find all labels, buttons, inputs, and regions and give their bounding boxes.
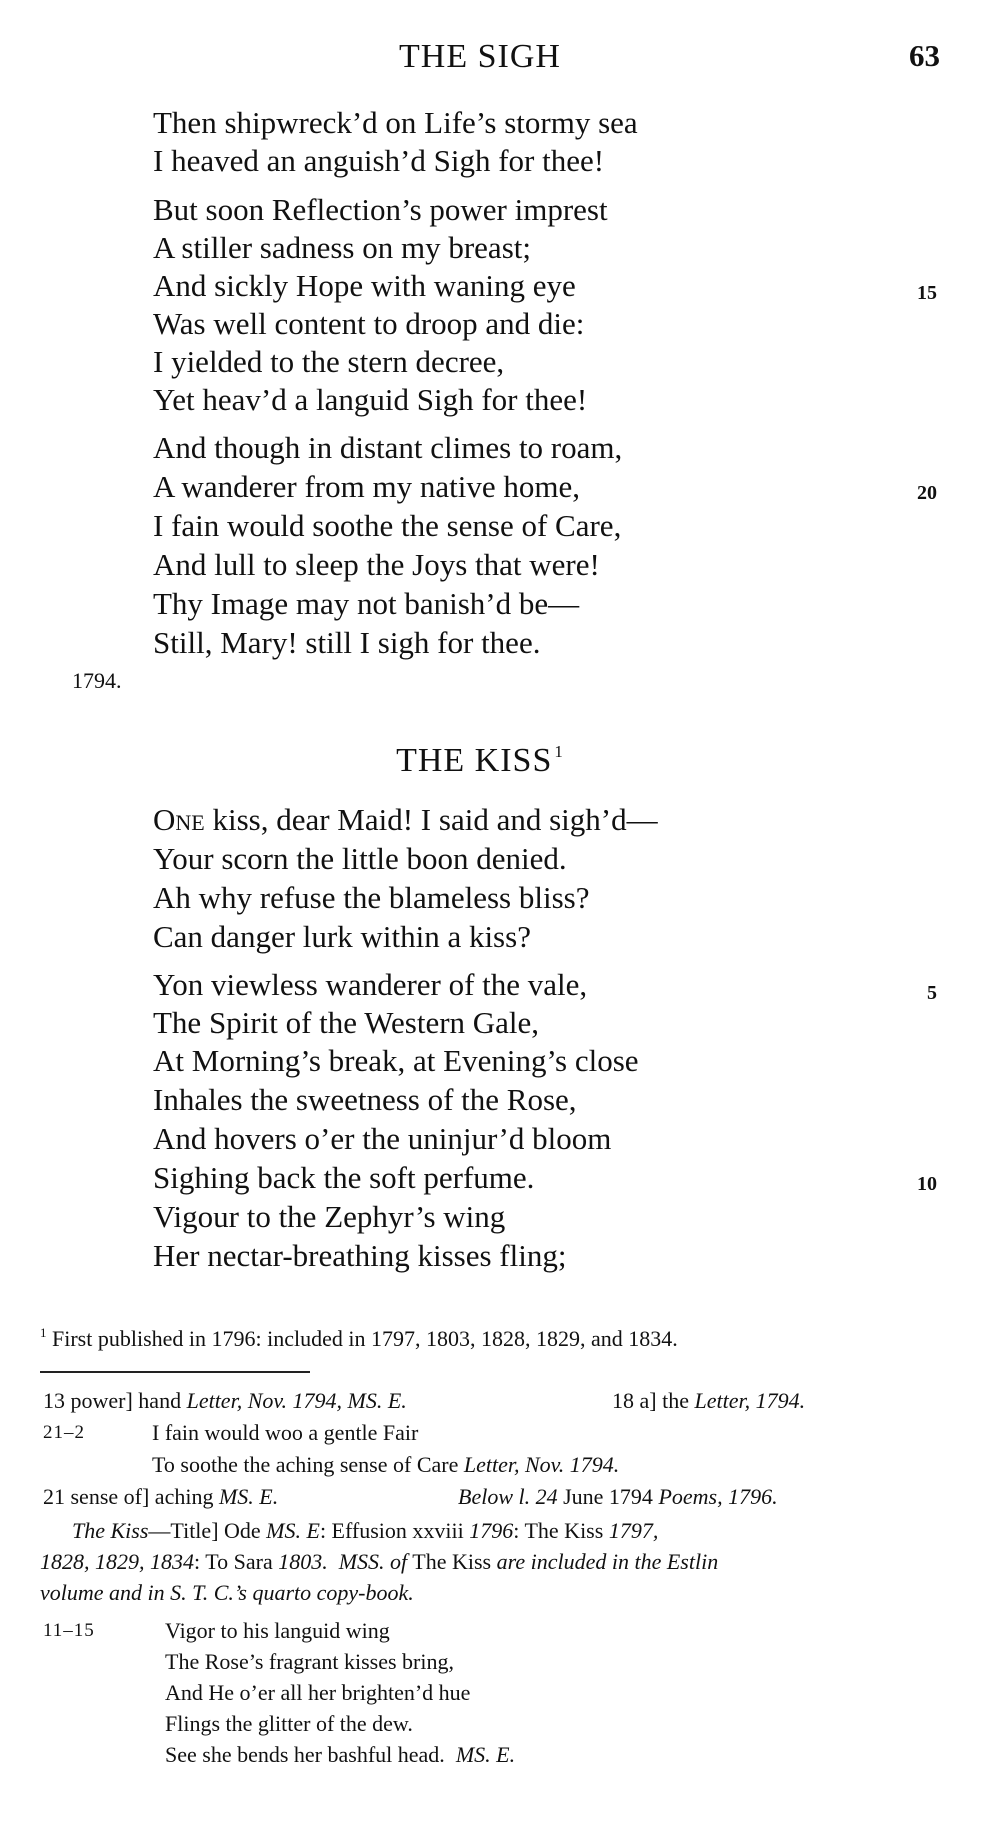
note-text: To soothe the aching sense of Care: [152, 1452, 459, 1477]
note-ref-11-15: 11–15: [43, 1620, 95, 1641]
note-title-line-1: [72, 1516, 658, 1546]
verse-line: Then shipwreck’d on Life’s stormy sea: [153, 105, 638, 140]
poem-title: [0, 742, 960, 780]
verse-line: Still, Mary! still I sigh for thee.: [153, 625, 541, 660]
verse-line: At Morning’s break, at Evening’s close: [153, 1043, 639, 1078]
note-below-24: [458, 1482, 778, 1512]
note-11-15-line: [165, 1740, 515, 1770]
page-number: 63: [909, 38, 940, 73]
note-part: : Effusion xxviii: [319, 1518, 464, 1543]
verse-line-rest: kiss, dear Maid! I said and sigh’d—: [204, 802, 658, 837]
footnote-divider: [40, 1371, 310, 1373]
verse-line: The Spirit of the Western Gale,: [153, 1005, 540, 1040]
note-11-15-line: Vigor to his languid wing: [165, 1618, 390, 1643]
verse-line: Ah why refuse the blameless bliss?: [153, 880, 590, 915]
note-part: 1796: [469, 1518, 514, 1543]
note-18: [612, 1386, 805, 1416]
note-part: : To Sara: [194, 1549, 273, 1574]
verse-line: I heaved an anguish’d Sigh for thee!: [153, 143, 605, 178]
note-title-line-3: volume and in S. T. C.’s quarto copy-book.: [40, 1580, 414, 1605]
note-part: The Kiss: [72, 1518, 149, 1543]
footnote: [40, 1318, 678, 1354]
note-ref-21-2: 21–2: [43, 1422, 85, 1443]
line-number: 10: [917, 1173, 937, 1195]
note-21: [43, 1482, 278, 1512]
note-ref: 21 sense of] aching: [43, 1484, 214, 1509]
note-ref: Below l. 24: [458, 1484, 558, 1509]
note-source: MS. E.: [218, 1484, 279, 1509]
running-title: THE SIGH: [399, 38, 561, 75]
verse-line: I fain would soothe the sense of Care,: [153, 508, 622, 543]
verse-line: Sighing back the soft perfume.: [153, 1160, 535, 1195]
verse-line: Her nectar-breathing kisses fling;: [153, 1238, 567, 1273]
note-source: Letter, 1794.: [694, 1388, 806, 1413]
note-11-15-line: The Rose’s fragrant kisses bring,: [165, 1649, 454, 1674]
poem-date: 1794.: [72, 668, 122, 693]
note-11-15-line: And He o’er all her brighten’d hue: [165, 1680, 471, 1705]
verse-line: And though in distant climes to roam,: [153, 430, 623, 465]
note-13: [43, 1386, 407, 1416]
note-part: 1803.: [278, 1549, 328, 1574]
initial-word: One: [153, 802, 205, 837]
note-text: June 1794: [563, 1484, 653, 1509]
note-title-line-2: [40, 1547, 718, 1577]
verse-line: Was well content to droop and die:: [153, 306, 585, 341]
footnote-mark: 1: [40, 1325, 47, 1340]
verse-line: Vigour to the Zephyr’s wing: [153, 1199, 506, 1234]
note-source: Letter, Nov. 1794, MS. E.: [186, 1388, 407, 1413]
note-text: See she bends her bashful head.: [165, 1742, 445, 1767]
verse-line: Thy Image may not banish’d be—: [153, 586, 580, 621]
footnote-marker: 1: [554, 742, 564, 761]
verse-line: But soon Reflection’s power imprest: [153, 192, 608, 227]
note-21-2-line: [152, 1450, 619, 1480]
note-part: are included in the Estlin: [496, 1549, 719, 1574]
verse-line: And hovers o’er the uninjur’d bloom: [153, 1121, 612, 1156]
note-part: 1828, 1829, 1834: [40, 1549, 194, 1574]
note-part: : The Kiss: [513, 1518, 604, 1543]
verse-line: Inhales the sweetness of the Rose,: [153, 1082, 577, 1117]
note-part: MSS. of: [338, 1549, 408, 1574]
verse-line: A wanderer from my native home,: [153, 469, 580, 504]
poem-title-text: THE KISS: [396, 742, 553, 779]
note-11-15-line: Flings the glitter of the dew.: [165, 1711, 413, 1736]
verse-line: And sickly Hope with waning eye: [153, 268, 576, 303]
note-part: The Kiss: [412, 1549, 492, 1574]
verse-line: A stiller sadness on my breast;: [153, 230, 531, 265]
note-source: Poems, 1796.: [658, 1484, 778, 1509]
line-number: 5: [927, 982, 937, 1004]
note-21-2-line: I fain would woo a gentle Fair: [152, 1420, 419, 1445]
note-part: MS. E: [266, 1518, 320, 1543]
verse-line: [153, 800, 658, 839]
verse-line: Yon viewless wanderer of the vale,: [153, 967, 588, 1002]
note-source: Letter, Nov. 1794.: [463, 1452, 620, 1477]
note-part: 1797,: [608, 1518, 659, 1543]
line-number: 20: [917, 482, 937, 504]
line-number: 15: [917, 282, 937, 304]
verse-line: Your scorn the little boon denied.: [153, 841, 567, 876]
note-source: MS. E.: [455, 1742, 516, 1767]
verse-line: Yet heav’d a languid Sigh for thee!: [153, 382, 588, 417]
footnote-text: First published in 1796: included in 1797, 1803, 1828, 1829, and 1834.: [52, 1326, 678, 1351]
verse-line: I yielded to the stern decree,: [153, 344, 505, 379]
verse-line: Can danger lurk within a kiss?: [153, 919, 531, 954]
note-ref: 18 a] the: [612, 1388, 689, 1413]
note-part: —Title] Ode: [148, 1518, 261, 1543]
note-ref: 13 power] hand: [43, 1388, 182, 1413]
verse-line: And lull to sleep the Joys that were!: [153, 547, 600, 582]
